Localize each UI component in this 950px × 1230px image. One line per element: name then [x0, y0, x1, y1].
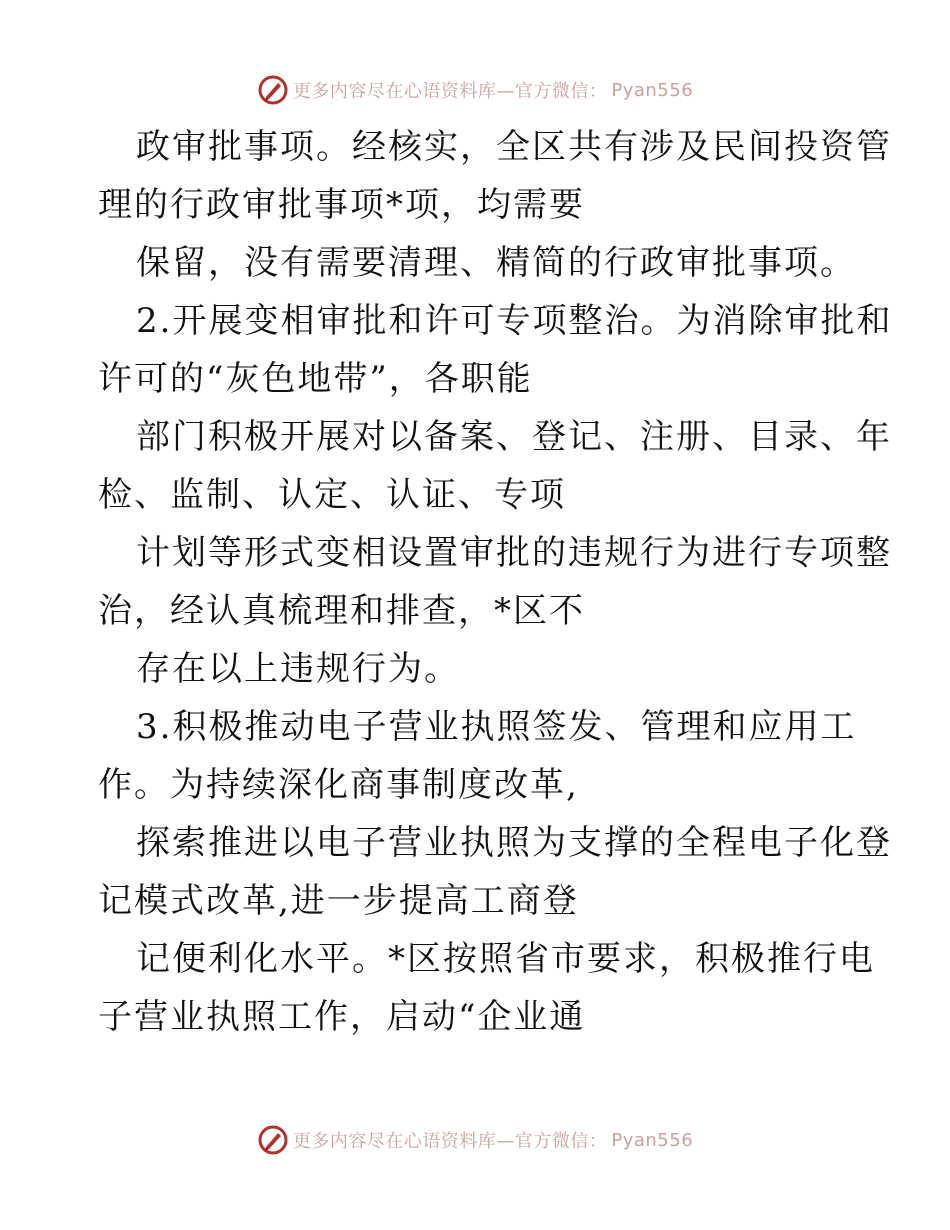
text-line: 3.积极推动电子营业执照签发、管理和应用工 [136, 707, 857, 747]
text-line: 记模式改革,进一步提高工商登 [98, 881, 579, 921]
text-line: 2.开展变相审批和许可专项整治。为消除审批和 [136, 301, 893, 341]
text-line: 理的行政审批事项*项，均需要 [98, 185, 585, 225]
text-line: 检、监制、认定、认证、专项 [98, 475, 566, 515]
footer-watermark [0, 1120, 950, 1160]
text-line: 子营业执照工作，启动“企业通 [98, 997, 586, 1037]
watermark-wechat-id: Pyan556 [611, 79, 694, 101]
watermark-wechat-id: Pyan556 [611, 1129, 694, 1151]
header-watermark [0, 70, 950, 110]
watermark-text: 更多内容尽在心语资料库—官方微信： [292, 81, 608, 102]
text-line: 作。为持续深化商事制度改革, [98, 765, 579, 805]
pen-logo-icon [257, 74, 289, 106]
watermark-text: 更多内容尽在心语资料库—官方微信： [292, 1131, 608, 1152]
text-line: 治，经认真梳理和排查，*区不 [98, 591, 585, 631]
text-line: 政审批事项。经核实，全区共有涉及民间投资管 [136, 127, 892, 167]
text-line: 保留，没有需要清理、精简的行政审批事项。 [136, 243, 856, 283]
text-line: 探索推进以电子营业执照为支撑的全程电子化登 [136, 823, 892, 863]
pen-logo-icon [257, 1124, 289, 1156]
text-line: 许可的“灰色地带”，各职能 [98, 359, 533, 399]
text-line: 存在以上违规行为。 [136, 649, 460, 689]
document-body [98, 118, 893, 1046]
text-line: 计划等形式变相设置审批的违规行为进行专项整 [136, 533, 892, 573]
text-line: 记便利化水平。*区按照省市要求，积极推行电 [136, 939, 875, 979]
text-line: 部门积极开展对以备案、登记、注册、目录、年 [136, 417, 892, 457]
